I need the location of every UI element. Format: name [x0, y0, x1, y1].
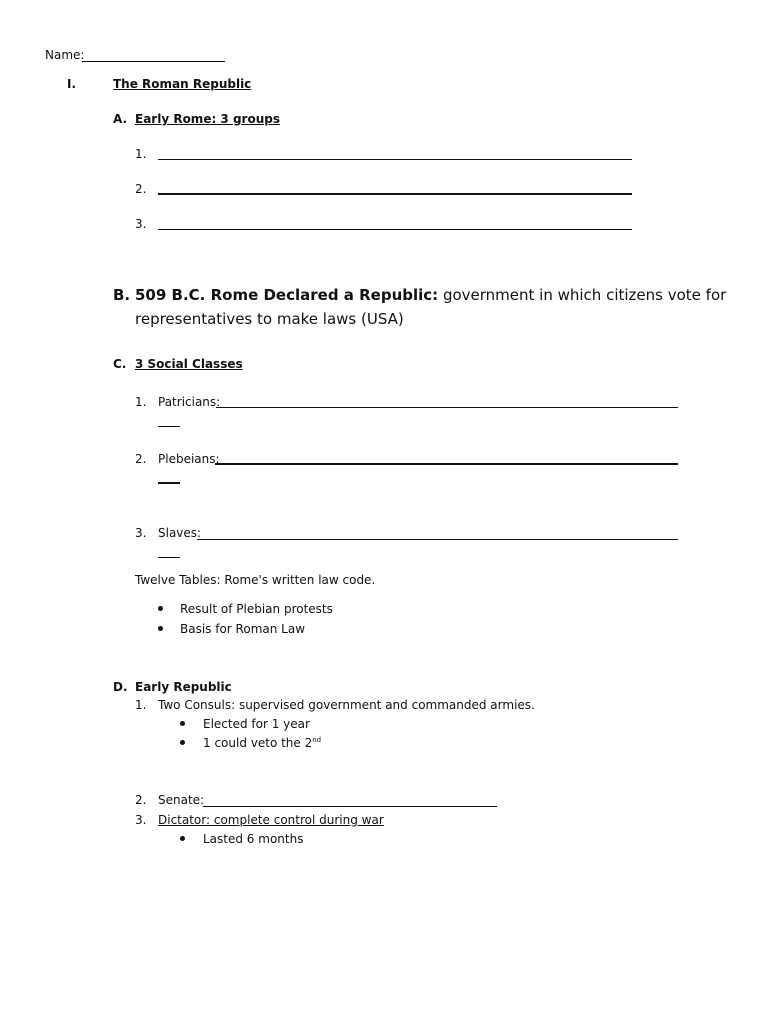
bullet-icon: [158, 626, 163, 631]
section-C-title: 3 Social Classes: [135, 357, 243, 371]
veto-superscript: nd: [312, 736, 322, 744]
plebeians-label: Plebeians:: [158, 452, 220, 466]
consuls-text: Two Consuls: supervised government and commanded armies.: [158, 698, 535, 712]
section-C-item-number: 1.: [135, 395, 147, 409]
section-B-line1: [135, 286, 726, 304]
section-I-title: The Roman Republic: [113, 77, 252, 91]
section-C-item-number: 3.: [135, 526, 147, 540]
senate-label: Senate:: [158, 793, 205, 807]
section-A-item-number: 3.: [135, 217, 147, 231]
dictator-bullet: Lasted 6 months: [203, 832, 304, 846]
section-C-letter: C.: [113, 357, 127, 371]
section-B-line2: representatives to make laws (USA): [135, 310, 404, 328]
name-label: Name:: [45, 48, 85, 62]
consuls-bullet: [203, 736, 321, 750]
section-A-item-number: 2.: [135, 182, 147, 196]
section-A-answer-line[interactable]: [158, 229, 632, 230]
slaves-answer-line[interactable]: [197, 539, 678, 540]
plebeians-answer-line[interactable]: [215, 463, 678, 465]
twelve-tables-bullet: Basis for Roman Law: [180, 622, 306, 636]
section-B-title: 509 B.C. Rome Declared a Republic:: [135, 286, 439, 304]
section-D-item-number: 1.: [135, 698, 147, 712]
section-B-definition: government in which citizens vote for: [438, 286, 727, 304]
section-D-letter: D.: [113, 680, 128, 694]
twelve-tables-bullet: Result of Plebian protests: [180, 602, 333, 616]
bullet-icon: [158, 606, 163, 611]
section-D-title: Early Republic: [135, 680, 232, 694]
veto-text: 1 could veto the 2: [203, 736, 313, 750]
section-A-item-number: 1.: [135, 147, 147, 161]
slaves-label: Slaves:: [158, 526, 202, 540]
section-A-title: Early Rome: 3 groups: [135, 112, 280, 126]
bullet-icon: [180, 740, 185, 745]
section-A-letter: A.: [113, 112, 128, 126]
patricians-label: Patricians:: [158, 395, 221, 409]
plebeians-answer-line-continued[interactable]: [158, 482, 180, 484]
section-D-item-number: 2.: [135, 793, 147, 807]
section-D-item-number: 3.: [135, 813, 147, 827]
patricians-answer-line[interactable]: [216, 407, 678, 408]
dictator-text: Dictator: complete control during war: [158, 813, 384, 827]
twelve-tables-text: Twelve Tables: Rome's written law code.: [135, 573, 376, 587]
section-A-answer-line[interactable]: [158, 193, 632, 195]
section-B-letter: B.: [113, 286, 131, 304]
section-I-numeral: I.: [67, 77, 77, 91]
section-A-answer-line[interactable]: [158, 159, 632, 160]
bullet-icon: [180, 721, 185, 726]
bullet-icon: [180, 836, 185, 841]
section-C-item-number: 2.: [135, 452, 147, 466]
patricians-answer-line-continued[interactable]: [158, 426, 180, 427]
senate-answer-line[interactable]: [203, 806, 497, 807]
name-answer-line[interactable]: [82, 61, 225, 62]
consuls-bullet: Elected for 1 year: [203, 717, 310, 731]
slaves-answer-line-continued[interactable]: [158, 557, 180, 558]
